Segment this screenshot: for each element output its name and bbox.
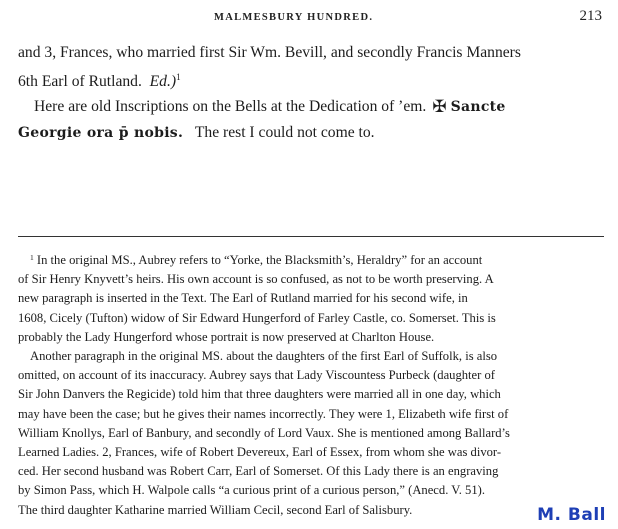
footnote-line: may have been the case; but he gives their names incorrectly. They were 1, Elizabeth wife first of: [18, 406, 509, 421]
footnote-line: omitted, on account of its inaccuracy. Aubrey says that Lady Viscountess Purbeck (daughter of: [18, 368, 495, 383]
footnote-text: In the original MS., Aubrey refers to “Yorke, the Blacksmith’s, Heraldry” for an account: [36, 253, 483, 267]
paragraph-1: [18, 40, 603, 94]
footnote-line: Learned Ladies. 2, Frances, wife of Robert Devereux, Earl of Essex, from whom she was divor-: [18, 445, 502, 460]
watermark-signature: M. Ball: [537, 505, 606, 525]
footnote-line: Sir John Danvers the Regicide) told him that three daughters were married all in one day, which: [18, 387, 501, 402]
text-line: [18, 94, 603, 120]
paragraph-2: [18, 94, 603, 146]
footnote-divider: [18, 236, 604, 237]
footnote-line: Another paragraph in the original MS. about the daughters of the first Earl of Suffolk, is also: [30, 349, 498, 364]
footnote-line: by Simon Pass, which H. Walpole calls “a curious print of a curious person,” (Anecd. V. 51).: [18, 483, 485, 498]
bell-inscription: Georgie ora p̄ nobis.: [18, 125, 184, 141]
footnote-line: ced. Her second husband was Robert Carr, Earl of Somerset. Of this Lady there is an engraving: [18, 464, 499, 479]
text-line: [18, 120, 603, 146]
text-line: and 3, Frances, who married first Sir Wm. Bevill, and secondly Francis Manners: [18, 44, 521, 61]
editor-mark: Ed.): [149, 73, 177, 90]
page-header: [0, 8, 618, 28]
text-fragment: 6th Earl of Rutland.: [18, 73, 142, 90]
main-text: [18, 40, 603, 146]
bell-inscription: Sancte: [450, 99, 506, 115]
footnote-line: [18, 248, 603, 270]
footnote-line: The third daughter Katharine married William Cecil, second Earl of Salisbury.: [18, 502, 413, 517]
footnote-line: probably the Lady Hungerford whose portrait is now preserved at Charlton House.: [18, 329, 435, 344]
footnotes: [18, 248, 603, 520]
running-title: MALMESBURY HUNDRED.: [214, 12, 374, 23]
text-fragment: The rest I could not come to.: [194, 124, 375, 141]
text-fragment: Here are old Inscriptions on the Bells at the Dedication of ’em.: [34, 98, 427, 115]
text-line: [18, 65, 603, 94]
footnote-ref: 1: [176, 72, 181, 82]
cross-pattee-icon: ✠: [432, 97, 447, 116]
footnote-line: William Knollys, Earl of Banbury, and secondly of Lord Vaux. She is mentioned among Ballard’s: [18, 425, 510, 440]
footnote-line: of Sir Henry Knyvett’s heirs. His own account is so confused, as not to be worth preserving. A: [18, 272, 494, 287]
footnote-line: new paragraph is inserted in the Text. The Earl of Rutland married for his second wife, in: [18, 291, 468, 306]
footnote-marker: 1: [30, 253, 34, 262]
page-number: 213: [579, 8, 602, 24]
footnote-line: 1608, Cicely (Tufton) widow of Sir Edward Hungerford of Farley Castle, co. Somerset. This is: [18, 310, 496, 325]
